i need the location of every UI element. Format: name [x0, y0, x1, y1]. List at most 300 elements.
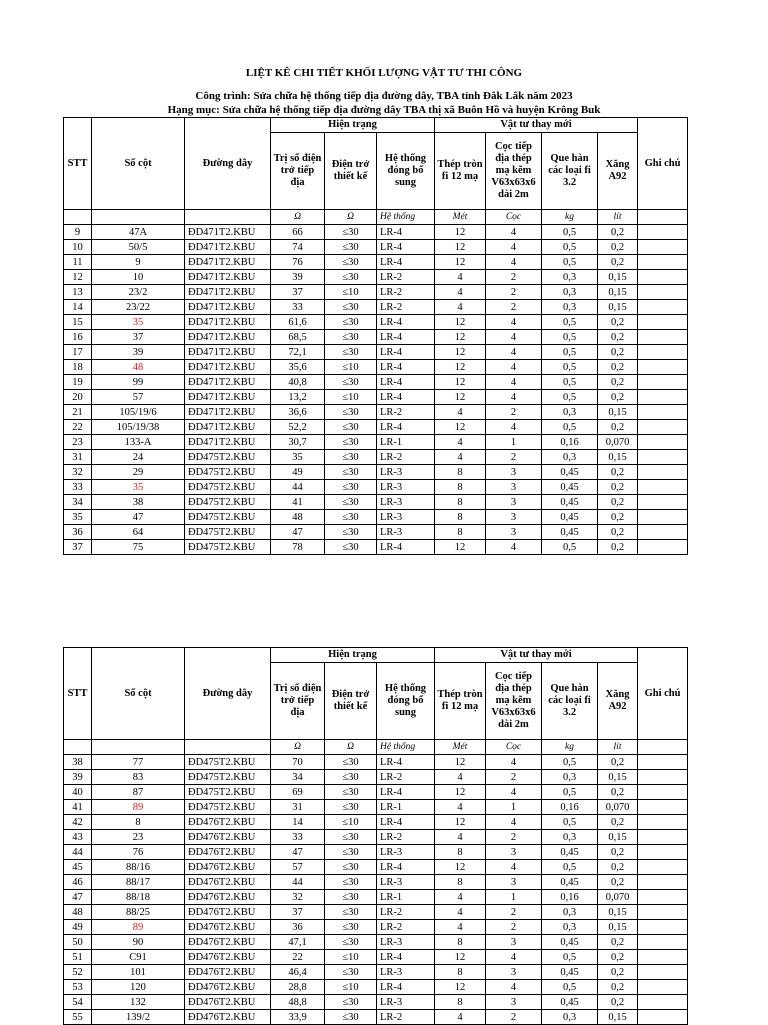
so-cot-cell: 64	[92, 525, 185, 540]
que-han-cell: 0,16	[542, 800, 598, 815]
thep-cell: 12	[435, 950, 486, 965]
unit-cell: Cọc	[486, 210, 542, 225]
thep-cell: 12	[435, 860, 486, 875]
so-cot-cell: 23	[92, 830, 185, 845]
xang-cell: 0,2	[598, 965, 638, 980]
ghi-chu-cell	[638, 285, 688, 300]
thep-cell: 12	[435, 225, 486, 240]
duong-day-cell: ĐD476T2.KBU	[185, 950, 271, 965]
tri-so-cell: 74	[271, 240, 325, 255]
dien-tro-cell: ≤30	[325, 240, 377, 255]
ghi-chu-cell	[638, 330, 688, 345]
unit-cell	[92, 740, 185, 755]
unit-cell	[64, 210, 92, 225]
so-cot-cell: 50/5	[92, 240, 185, 255]
thep-cell: 4	[435, 800, 486, 815]
table-row	[64, 950, 688, 965]
table-row	[64, 525, 688, 540]
que-han-cell: 0,3	[542, 405, 598, 420]
so-cot-cell: 23/2	[92, 285, 185, 300]
que-han-cell: 0,45	[542, 935, 598, 950]
ghi-chu-cell	[638, 1010, 688, 1025]
duong-day-cell: ĐD471T2.KBU	[185, 330, 271, 345]
table-2-body	[64, 755, 688, 1025]
table-row	[64, 980, 688, 995]
ghi-chu-cell	[638, 995, 688, 1010]
stt-cell: 22	[64, 420, 92, 435]
coc-cell: 4	[486, 785, 542, 800]
header-thep: Thép tròn fi 12 mạ	[435, 663, 486, 740]
tri-so-cell: 47	[271, 845, 325, 860]
ghi-chu-cell	[638, 300, 688, 315]
table-row	[64, 830, 688, 845]
coc-cell: 4	[486, 815, 542, 830]
xang-cell: 0,2	[598, 495, 638, 510]
ghi-chu-cell	[638, 420, 688, 435]
item-line: Hạng mục: Sửa chữa hệ thống tiếp địa đường dây TBA thị xã Buôn Hồ và huyện Krông Buk	[167, 104, 601, 116]
he-thong-cell: LR-3	[377, 465, 435, 480]
stt-cell: 45	[64, 860, 92, 875]
table-row	[64, 435, 688, 450]
ghi-chu-cell	[638, 315, 688, 330]
header-vat-tu: Vật tư thay mới	[435, 648, 638, 663]
duong-day-cell: ĐD476T2.KBU	[185, 890, 271, 905]
que-han-cell: 0,3	[542, 830, 598, 845]
he-thong-cell: LR-1	[377, 800, 435, 815]
dien-tro-cell: ≤30	[325, 965, 377, 980]
stt-cell: 54	[64, 995, 92, 1010]
he-thong-cell: LR-2	[377, 920, 435, 935]
he-thong-cell: LR-4	[377, 330, 435, 345]
tri-so-cell: 37	[271, 285, 325, 300]
ghi-chu-cell	[638, 240, 688, 255]
xang-cell: 0,2	[598, 345, 638, 360]
que-han-cell: 0,5	[542, 330, 598, 345]
header-stt: STT	[64, 648, 92, 740]
dien-tro-cell: ≤30	[325, 435, 377, 450]
thep-cell: 4	[435, 1010, 486, 1025]
dien-tro-cell: ≤30	[325, 420, 377, 435]
duong-day-cell: ĐD471T2.KBU	[185, 300, 271, 315]
table-row	[64, 495, 688, 510]
so-cot-cell: 39	[92, 345, 185, 360]
stt-cell: 47	[64, 890, 92, 905]
so-cot-cell: 29	[92, 465, 185, 480]
tri-so-cell: 61,6	[271, 315, 325, 330]
table-row	[64, 845, 688, 860]
table-row	[64, 755, 688, 770]
duong-day-cell: ĐD471T2.KBU	[185, 405, 271, 420]
so-cot-cell: 57	[92, 390, 185, 405]
ghi-chu-cell	[638, 770, 688, 785]
coc-cell: 2	[486, 1010, 542, 1025]
xang-cell: 0,15	[598, 920, 638, 935]
unit-cell	[185, 210, 271, 225]
thep-cell: 12	[435, 360, 486, 375]
duong-day-cell: ĐD475T2.KBU	[185, 450, 271, 465]
coc-cell: 3	[486, 845, 542, 860]
unit-cell: Ω	[325, 740, 377, 755]
thep-cell: 4	[435, 300, 486, 315]
duong-day-cell: ĐD476T2.KBU	[185, 935, 271, 950]
coc-cell: 3	[486, 510, 542, 525]
xang-cell: 0,070	[598, 800, 638, 815]
stt-cell: 50	[64, 935, 92, 950]
tri-so-cell: 35	[271, 450, 325, 465]
dien-tro-cell: ≤30	[325, 800, 377, 815]
table-row	[64, 360, 688, 375]
header-he-thong: Hệ thống đóng bổ sung	[377, 663, 435, 740]
he-thong-cell: LR-3	[377, 875, 435, 890]
tri-so-cell: 47,1	[271, 935, 325, 950]
header-stt: STT	[64, 118, 92, 210]
so-cot-cell: 10	[92, 270, 185, 285]
xang-cell: 0,2	[598, 935, 638, 950]
coc-cell: 4	[486, 390, 542, 405]
table-row	[64, 270, 688, 285]
xang-cell: 0,2	[598, 510, 638, 525]
xang-cell: 0,070	[598, 890, 638, 905]
header-coc: Cọc tiếp địa thép mạ kẽm V63x63x6 dài 2m	[486, 133, 542, 210]
he-thong-cell: LR-4	[377, 420, 435, 435]
unit-cell	[92, 210, 185, 225]
duong-day-cell: ĐD471T2.KBU	[185, 375, 271, 390]
so-cot-cell: 77	[92, 755, 185, 770]
duong-day-cell: ĐD471T2.KBU	[185, 285, 271, 300]
que-han-cell: 0,5	[542, 360, 598, 375]
stt-cell: 31	[64, 450, 92, 465]
he-thong-cell: LR-1	[377, 435, 435, 450]
xang-cell: 0,15	[598, 270, 638, 285]
stt-cell: 23	[64, 435, 92, 450]
duong-day-cell: ĐD475T2.KBU	[185, 495, 271, 510]
unit-cell: Ω	[325, 210, 377, 225]
table-row	[64, 345, 688, 360]
coc-cell: 2	[486, 830, 542, 845]
dien-tro-cell: ≤30	[325, 830, 377, 845]
tri-so-cell: 30,7	[271, 435, 325, 450]
he-thong-cell: LR-3	[377, 845, 435, 860]
tri-so-cell: 57	[271, 860, 325, 875]
tri-so-cell: 76	[271, 255, 325, 270]
tri-so-cell: 72,1	[271, 345, 325, 360]
stt-cell: 9	[64, 225, 92, 240]
so-cot-cell: 24	[92, 450, 185, 465]
ghi-chu-cell	[638, 255, 688, 270]
ghi-chu-cell	[638, 390, 688, 405]
coc-cell: 2	[486, 770, 542, 785]
coc-cell: 4	[486, 375, 542, 390]
coc-cell: 2	[486, 920, 542, 935]
header-hien-trang: Hiện trạng	[271, 118, 435, 133]
dien-tro-cell: ≤30	[325, 300, 377, 315]
ghi-chu-cell	[638, 755, 688, 770]
he-thong-cell: LR-3	[377, 995, 435, 1010]
coc-cell: 3	[486, 495, 542, 510]
unit-cell: Hệ thống	[377, 740, 435, 755]
coc-cell: 1	[486, 800, 542, 815]
tri-so-cell: 28,8	[271, 980, 325, 995]
tri-so-cell: 41	[271, 495, 325, 510]
unit-cell	[638, 740, 688, 755]
dien-tro-cell: ≤30	[325, 510, 377, 525]
he-thong-cell: LR-3	[377, 510, 435, 525]
que-han-cell: 0,5	[542, 860, 598, 875]
dien-tro-cell: ≤30	[325, 345, 377, 360]
coc-cell: 4	[486, 755, 542, 770]
stt-cell: 33	[64, 480, 92, 495]
so-cot-cell: C91	[92, 950, 185, 965]
tri-so-cell: 33	[271, 830, 325, 845]
tri-so-cell: 32	[271, 890, 325, 905]
xang-cell: 0,2	[598, 950, 638, 965]
tri-so-cell: 14	[271, 815, 325, 830]
so-cot-cell: 99	[92, 375, 185, 390]
tri-so-cell: 47	[271, 525, 325, 540]
tri-so-cell: 36,6	[271, 405, 325, 420]
so-cot-cell: 23/22	[92, 300, 185, 315]
so-cot-cell: 101	[92, 965, 185, 980]
coc-cell: 2	[486, 285, 542, 300]
so-cot-cell: 35	[92, 480, 185, 495]
stt-cell: 16	[64, 330, 92, 345]
tri-so-cell: 78	[271, 540, 325, 555]
ghi-chu-cell	[638, 890, 688, 905]
duong-day-cell: ĐD471T2.KBU	[185, 435, 271, 450]
so-cot-cell: 37	[92, 330, 185, 345]
unit-cell: kg	[542, 740, 598, 755]
duong-day-cell: ĐD476T2.KBU	[185, 875, 271, 890]
so-cot-cell: 120	[92, 980, 185, 995]
dien-tro-cell: ≤30	[325, 995, 377, 1010]
he-thong-cell: LR-3	[377, 495, 435, 510]
table-row	[64, 240, 688, 255]
xang-cell: 0,2	[598, 480, 638, 495]
stt-cell: 41	[64, 800, 92, 815]
so-cot-cell: 88/25	[92, 905, 185, 920]
tri-so-cell: 37	[271, 905, 325, 920]
so-cot-cell: 47A	[92, 225, 185, 240]
ghi-chu-cell	[638, 830, 688, 845]
thep-cell: 8	[435, 995, 486, 1010]
unit-cell: Mét	[435, 210, 486, 225]
dien-tro-cell: ≤30	[325, 845, 377, 860]
coc-cell: 3	[486, 465, 542, 480]
table-row	[64, 875, 688, 890]
que-han-cell: 0,45	[542, 495, 598, 510]
stt-cell: 48	[64, 905, 92, 920]
table-row	[64, 255, 688, 270]
coc-cell: 4	[486, 330, 542, 345]
que-han-cell: 0,5	[542, 420, 598, 435]
he-thong-cell: LR-4	[377, 225, 435, 240]
he-thong-cell: LR-2	[377, 450, 435, 465]
he-thong-cell: LR-4	[377, 860, 435, 875]
so-cot-cell: 89	[92, 920, 185, 935]
ghi-chu-cell	[638, 800, 688, 815]
table-row	[64, 785, 688, 800]
unit-cell: kg	[542, 210, 598, 225]
dien-tro-cell: ≤10	[325, 980, 377, 995]
header-dien-tro: Điện trở thiết kế	[325, 663, 377, 740]
que-han-cell: 0,16	[542, 435, 598, 450]
ghi-chu-cell	[638, 845, 688, 860]
dien-tro-cell: ≤10	[325, 360, 377, 375]
he-thong-cell: LR-3	[377, 935, 435, 950]
duong-day-cell: ĐD471T2.KBU	[185, 225, 271, 240]
coc-cell: 4	[486, 345, 542, 360]
header-dien-tro: Điện trở thiết kế	[325, 133, 377, 210]
stt-cell: 39	[64, 770, 92, 785]
coc-cell: 2	[486, 450, 542, 465]
thep-cell: 8	[435, 480, 486, 495]
ghi-chu-cell	[638, 965, 688, 980]
stt-cell: 36	[64, 525, 92, 540]
so-cot-cell: 76	[92, 845, 185, 860]
thep-cell: 12	[435, 755, 486, 770]
table-row	[64, 405, 688, 420]
xang-cell: 0,2	[598, 845, 638, 860]
header-tri-so: Trị số điện trở tiếp địa	[271, 133, 325, 210]
he-thong-cell: LR-4	[377, 255, 435, 270]
table-row	[64, 375, 688, 390]
header-que-han: Que hàn các loại fi 3.2	[542, 663, 598, 740]
duong-day-cell: ĐD476T2.KBU	[185, 860, 271, 875]
header-xang: Xăng A92	[598, 663, 638, 740]
xang-cell: 0,2	[598, 980, 638, 995]
que-han-cell: 0,5	[542, 815, 598, 830]
tri-so-cell: 48	[271, 510, 325, 525]
header-ghi-chu: Ghi chú	[638, 648, 688, 740]
tri-so-cell: 39	[271, 270, 325, 285]
table-row	[64, 905, 688, 920]
dien-tro-cell: ≤30	[325, 255, 377, 270]
tri-so-cell: 46,4	[271, 965, 325, 980]
que-han-cell: 0,3	[542, 905, 598, 920]
table-row	[64, 935, 688, 950]
so-cot-cell: 88/16	[92, 860, 185, 875]
dien-tro-cell: ≤30	[325, 785, 377, 800]
ghi-chu-cell	[638, 435, 688, 450]
he-thong-cell: LR-4	[377, 375, 435, 390]
stt-cell: 42	[64, 815, 92, 830]
duong-day-cell: ĐD476T2.KBU	[185, 845, 271, 860]
unit-cell	[64, 740, 92, 755]
table-1-body	[64, 225, 688, 555]
stt-cell: 17	[64, 345, 92, 360]
he-thong-cell: LR-3	[377, 965, 435, 980]
xang-cell: 0,2	[598, 420, 638, 435]
coc-cell: 4	[486, 950, 542, 965]
xang-cell: 0,2	[598, 875, 638, 890]
duong-day-cell: ĐD476T2.KBU	[185, 995, 271, 1010]
xang-cell: 0,2	[598, 815, 638, 830]
unit-cell: lít	[598, 210, 638, 225]
he-thong-cell: LR-4	[377, 315, 435, 330]
he-thong-cell: LR-1	[377, 890, 435, 905]
header-vat-tu: Vật tư thay mới	[435, 118, 638, 133]
duong-day-cell: ĐD471T2.KBU	[185, 420, 271, 435]
he-thong-cell: LR-4	[377, 390, 435, 405]
table-row	[64, 995, 688, 1010]
duong-day-cell: ĐD475T2.KBU	[185, 800, 271, 815]
unit-cell: lít	[598, 740, 638, 755]
stt-cell: 12	[64, 270, 92, 285]
so-cot-cell: 89	[92, 800, 185, 815]
coc-cell: 2	[486, 270, 542, 285]
dien-tro-cell: ≤30	[325, 375, 377, 390]
ghi-chu-cell	[638, 950, 688, 965]
table-row	[64, 225, 688, 240]
dien-tro-cell: ≤30	[325, 875, 377, 890]
duong-day-cell: ĐD476T2.KBU	[185, 830, 271, 845]
ghi-chu-cell	[638, 375, 688, 390]
thep-cell: 4	[435, 435, 486, 450]
coc-cell: 2	[486, 905, 542, 920]
so-cot-cell: 139/2	[92, 1010, 185, 1025]
header-so-cot: Số cột	[92, 118, 185, 210]
dien-tro-cell: ≤10	[325, 285, 377, 300]
stt-cell: 52	[64, 965, 92, 980]
stt-cell: 37	[64, 540, 92, 555]
thep-cell: 12	[435, 315, 486, 330]
so-cot-cell: 90	[92, 935, 185, 950]
duong-day-cell: ĐD476T2.KBU	[185, 920, 271, 935]
coc-cell: 4	[486, 980, 542, 995]
dien-tro-cell: ≤30	[325, 935, 377, 950]
dien-tro-cell: ≤30	[325, 270, 377, 285]
stt-cell: 14	[64, 300, 92, 315]
coc-cell: 3	[486, 995, 542, 1010]
thep-cell: 8	[435, 510, 486, 525]
so-cot-cell: 9	[92, 255, 185, 270]
tri-so-cell: 48,8	[271, 995, 325, 1010]
table-row	[64, 770, 688, 785]
header-hien-trang: Hiện trạng	[271, 648, 435, 663]
que-han-cell: 0,5	[542, 255, 598, 270]
units-row	[64, 740, 688, 755]
tri-so-cell: 66	[271, 225, 325, 240]
que-han-cell: 0,5	[542, 540, 598, 555]
document-title: LIỆT KÊ CHI TIẾT KHỐI LƯỢNG VẬT TƯ THI CÔNG	[245, 67, 523, 79]
xang-cell: 0,2	[598, 255, 638, 270]
table-row	[64, 800, 688, 815]
header-ghi-chu: Ghi chú	[638, 118, 688, 210]
header-xang: Xăng A92	[598, 133, 638, 210]
dien-tro-cell: ≤30	[325, 405, 377, 420]
tri-so-cell: 22	[271, 950, 325, 965]
table-row	[64, 315, 688, 330]
thep-cell: 8	[435, 965, 486, 980]
tri-so-cell: 70	[271, 755, 325, 770]
que-han-cell: 0,45	[542, 995, 598, 1010]
xang-cell: 0,2	[598, 995, 638, 1010]
duong-day-cell: ĐD471T2.KBU	[185, 390, 271, 405]
dien-tro-cell: ≤30	[325, 920, 377, 935]
xang-cell: 0,15	[598, 300, 638, 315]
thep-cell: 8	[435, 935, 486, 950]
ghi-chu-cell	[638, 270, 688, 285]
que-han-cell: 0,3	[542, 270, 598, 285]
coc-cell: 4	[486, 420, 542, 435]
tri-so-cell: 36	[271, 920, 325, 935]
que-han-cell: 0,5	[542, 755, 598, 770]
he-thong-cell: LR-4	[377, 755, 435, 770]
thep-cell: 4	[435, 890, 486, 905]
thep-cell: 8	[435, 465, 486, 480]
tri-so-cell: 13,2	[271, 390, 325, 405]
he-thong-cell: LR-4	[377, 360, 435, 375]
